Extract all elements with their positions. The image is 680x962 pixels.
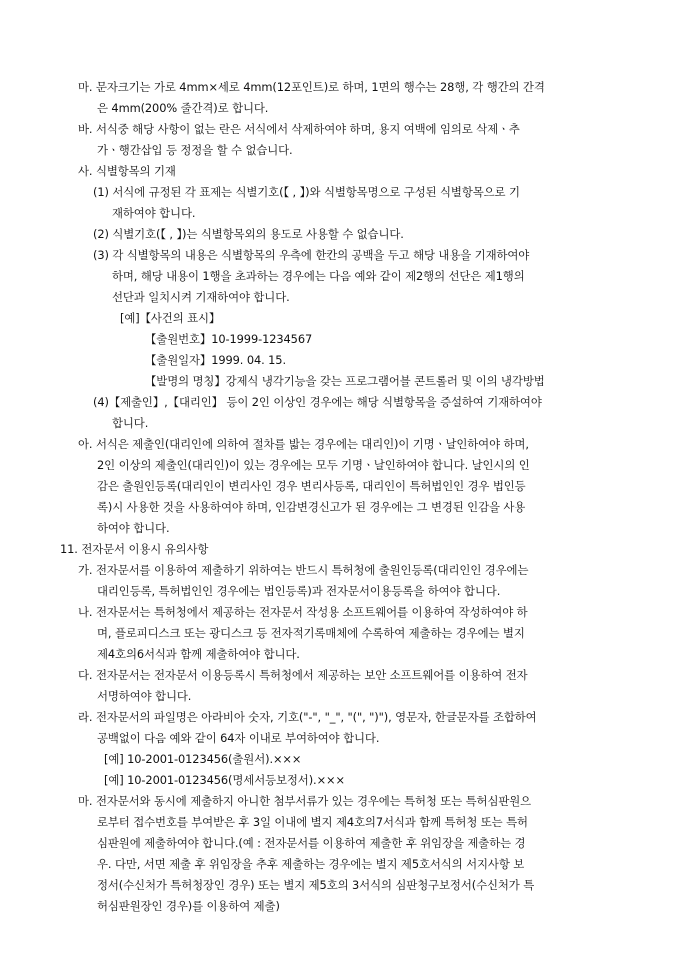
- text-line: 마. 전자문서와 동시에 제출하지 아니한 첨부서류가 있는 경우에는 특허청 또는 특허심판원으: [78, 794, 532, 808]
- text-line: 제4호의6서식과 함께 제출하여야 합니다.: [97, 647, 300, 661]
- text-line: 며, 플로피디스크 또는 광디스크 등 전자적기록매체에 수록하여 제출하는 경우에는 별지: [97, 626, 525, 640]
- text-line: 2인 이상의 제출인(대리인)이 있는 경우에는 모두 기명ㆍ날인하여야 합니다. 날인시의 인: [97, 458, 530, 472]
- text-line: 하며, 해당 내용이 1행을 초과하는 경우에는 다음 예와 같이 제2행의 선단은 제1행의: [112, 269, 525, 283]
- text-line: [예]【사건의 표시】: [120, 311, 221, 325]
- text-line: 허심판원장인 경우)를 이용하여 제출): [97, 899, 280, 913]
- text-line: 공백없이 다음 예와 같이 64자 이내로 부여하여야 합니다.: [97, 731, 380, 745]
- text-line: 아. 서식은 제출인(대리인에 의하여 절차를 밟는 경우에는 대리인)이 기명ㆍ날인하여야 하며,: [78, 437, 529, 451]
- text-line: (3) 각 식별항목의 내용은 식별항목의 우측에 한칸의 공백을 두고 해당 내용을 기재하여야: [93, 248, 530, 262]
- text-line: 가ㆍ행간삽입 등 정정을 할 수 없습니다.: [97, 143, 293, 157]
- text-line: (1) 서식에 규정된 각 표제는 식별기호(【 , 】)와 식별항목명으로 구성된 식별항목으로 기: [93, 185, 520, 199]
- text-line: 재하여야 합니다.: [112, 206, 196, 220]
- text-line: 심판원에 제출하여야 합니다.(예 : 전자문서를 이용하여 제출한 후 위임장을 제출하는 경: [97, 836, 526, 850]
- text-line: 선단과 일치시켜 기재하여야 합니다.: [112, 290, 290, 304]
- text-line: 우. 다만, 서면 제출 후 위임장을 추후 제출하는 경우에는 별지 제5호서식의 서지사항 보: [97, 857, 525, 871]
- text-line: 바. 서식중 해당 사항이 없는 란은 서식에서 삭제하여야 하며, 용지 여백에 임의로 삭제ㆍ추: [78, 122, 520, 136]
- text-line: 마. 문자크기는 가로 4mm×세로 4mm(12포인트)로 하며, 1면의 행수는 28행, 각 행간의 간격: [78, 80, 545, 94]
- text-line: 11. 전자문서 이용시 유의사항: [60, 542, 209, 556]
- text-line: 대리인등록, 특허법인인 경우에는 법인등록)과 전자문서이용등록을 하여야 합니다.: [97, 584, 501, 598]
- text-line: 【출원번호】10-1999-1234567: [145, 332, 313, 346]
- text-line: 감은 출원인등록(대리인이 변리사인 경우 변리사등록, 대리인이 특허법인인 경우 법인등: [97, 479, 526, 493]
- text-line: 하여야 합니다.: [97, 521, 170, 535]
- text-line: 합니다.: [112, 416, 149, 430]
- text-line: [예] 10-2001-0123456(출원서).×××: [104, 752, 302, 766]
- text-line: 정서(수신처가 특허청장인 경우) 또는 별지 제5호의 3서식의 심판청구보정서(수신처가 특: [97, 878, 535, 892]
- text-line: (2) 식별기호(【 , 】)는 식별항목외의 용도로 사용할 수 없습니다.: [93, 227, 404, 241]
- text-line: 은 4mm(200% 줄간격)로 합니다.: [97, 101, 269, 115]
- text-line: 사. 식별항목의 기재: [78, 164, 176, 178]
- text-line: (4)【제출인】,【대리인】 등이 2인 이상인 경우에는 해당 식별항목을 증설하여 기재하여야: [93, 395, 542, 409]
- text-line: 서명하여야 합니다.: [97, 689, 192, 703]
- text-line: 다. 전자문서는 전자문서 이용등록시 특허청에서 제공하는 보안 소프트웨어를 이용하여 전자: [78, 668, 528, 682]
- text-line: 록)시 사용한 것을 사용하여야 하며, 인감변경신고가 된 경우에는 그 변경된 인감을 사용: [97, 500, 526, 514]
- text-line: [예] 10-2001-0123456(명세서등보정서).×××: [104, 773, 345, 787]
- text-line: 로부터 접수번호를 부여받은 후 3일 이내에 별지 제4호의7서식과 함께 특허청 또는 특허: [97, 815, 528, 829]
- text-line: 나. 전자문서는 특허청에서 제공하는 전자문서 작성용 소프트웨어를 이용하여 작성하여야 하: [78, 605, 528, 619]
- text-line: 라. 전자문서의 파일명은 아라비아 숫자, 기호("-", "_", "(", ")"), 영문자, 한글문자를 조합하여: [78, 710, 537, 724]
- text-line: 가. 전자문서를 이용하여 제출하기 위하여는 반드시 특허청에 출원인등록(대리인인 경우에는: [78, 563, 529, 577]
- text-line: 【발명의 명칭】강제식 냉각기능을 갖는 프로그램어블 콘트롤러 및 이의 냉각방법: [145, 374, 545, 388]
- text-line: 【출원일자】1999. 04. 15.: [145, 353, 286, 367]
